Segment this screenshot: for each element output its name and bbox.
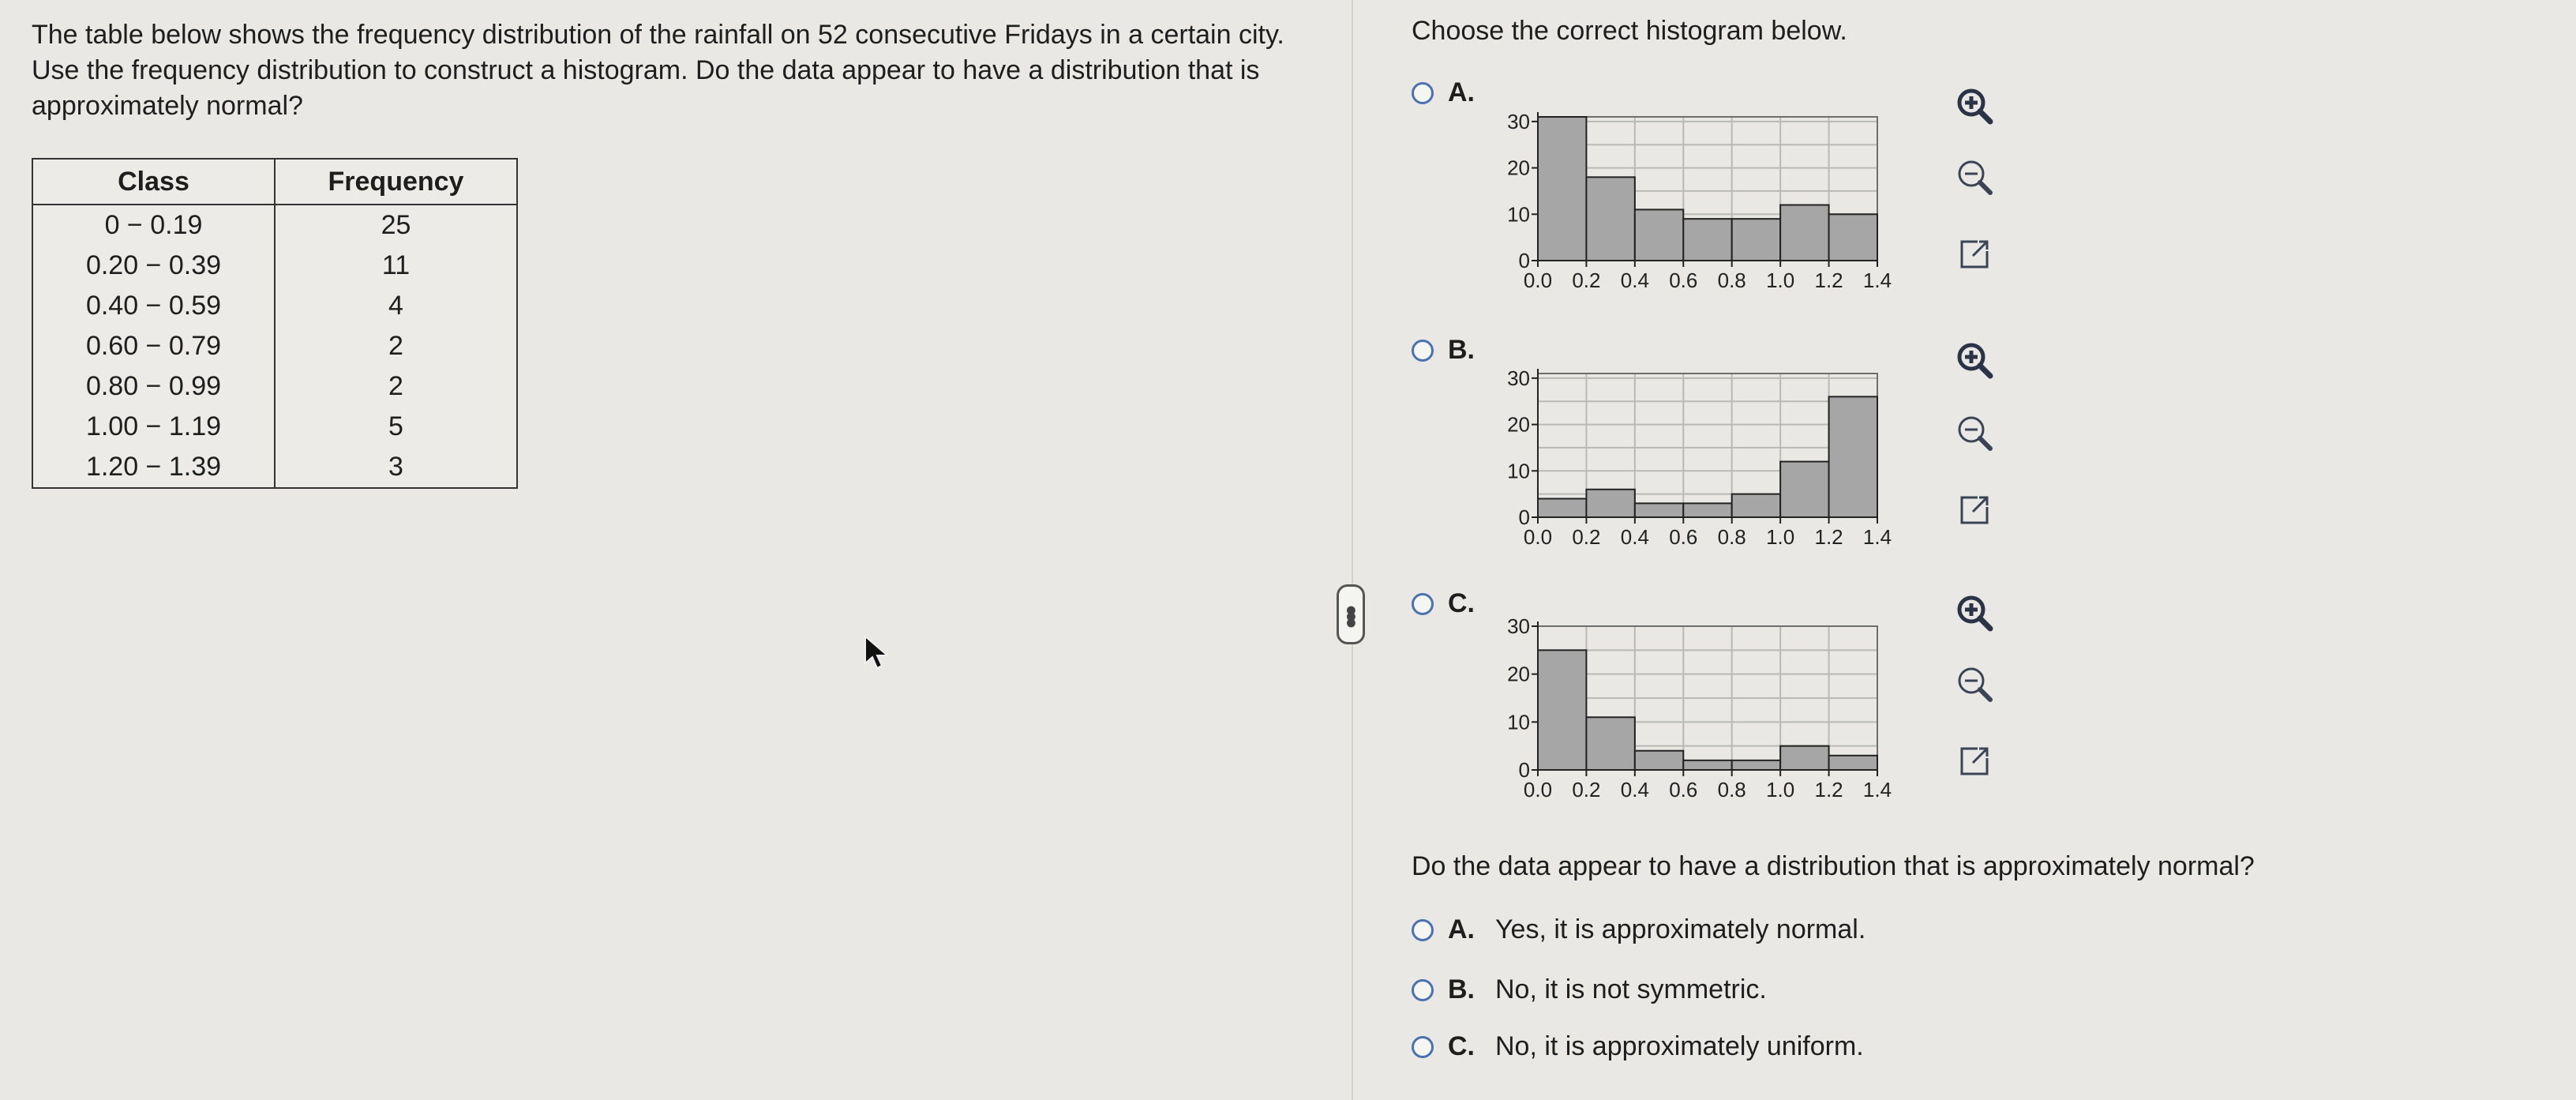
table-row (32, 286, 517, 326)
x-tick-label: 1.4 (1862, 268, 1892, 292)
zoom-in-icon[interactable] (1954, 340, 1995, 381)
x-tick-label: 1.0 (1766, 525, 1795, 549)
histogram-bar (1538, 499, 1586, 517)
external-link-icon[interactable] (1954, 234, 1995, 275)
histogram-question: Choose the correct histogram below. (1412, 16, 1847, 46)
radio-button[interactable] (1412, 979, 1434, 1001)
frequency-cell: 5 (275, 407, 517, 447)
option-b[interactable] (1412, 335, 1475, 366)
x-tick-label: 1.2 (1814, 525, 1843, 549)
y-tick-label: 30 (1507, 366, 1530, 390)
histogram-bar (1780, 205, 1828, 261)
histogram-bar (1538, 117, 1586, 261)
answer-a[interactable] (1412, 914, 1865, 945)
y-tick-label: 10 (1507, 710, 1530, 734)
option-letter: B. (1448, 335, 1475, 365)
external-link-icon[interactable] (1954, 490, 1995, 531)
histogram-bar (1829, 214, 1877, 261)
x-tick-label: 0.0 (1523, 525, 1553, 549)
histogram-bar (1538, 650, 1586, 770)
class-cell: 0.20 − 0.39 (32, 246, 275, 286)
option-c[interactable] (1412, 588, 1475, 619)
histogram-bar (1683, 760, 1731, 770)
answer-b[interactable] (1412, 974, 1767, 1005)
x-tick-label: 1.4 (1862, 778, 1892, 802)
table-header-row (32, 159, 517, 205)
pane-splitter-handle[interactable]: ••• (1337, 584, 1365, 644)
x-tick-label: 1.4 (1862, 525, 1892, 549)
class-header: Class (32, 159, 275, 205)
x-tick-label: 0.8 (1717, 525, 1746, 549)
x-tick-label: 0.0 (1523, 778, 1553, 802)
x-tick-label: 1.0 (1766, 268, 1795, 292)
x-tick-label: 0.6 (1669, 778, 1698, 802)
histogram-bar (1780, 462, 1828, 517)
y-tick-label: 30 (1507, 614, 1530, 638)
y-tick-label: 20 (1507, 156, 1530, 180)
radio-button[interactable] (1412, 340, 1434, 362)
option-letter: C. (1448, 588, 1475, 618)
answer-letter: B. (1448, 974, 1475, 1004)
option-a[interactable] (1412, 77, 1475, 108)
table-row (32, 447, 517, 488)
frequency-cell: 2 (275, 326, 517, 366)
class-cell: 0 − 0.19 (32, 205, 275, 246)
x-tick-label: 0.2 (1572, 525, 1601, 549)
normality-question: Do the data appear to have a distribution that is approximately normal? (1412, 851, 2255, 881)
answer-pane (1366, 0, 2576, 1100)
zoom-in-icon[interactable] (1954, 85, 1995, 126)
histogram-bar (1635, 503, 1683, 517)
table-row (32, 407, 517, 447)
radio-button[interactable] (1412, 919, 1434, 941)
histogram-bar (1829, 396, 1877, 517)
x-tick-label: 0.8 (1717, 268, 1746, 292)
zoom-out-icon[interactable] (1954, 663, 1995, 704)
histogram-bar (1732, 494, 1780, 517)
radio-button[interactable] (1412, 82, 1434, 104)
frequency-table (32, 158, 518, 489)
class-cell: 1.00 − 1.19 (32, 407, 275, 447)
y-tick-label: 30 (1507, 109, 1530, 133)
zoom-out-icon[interactable] (1954, 156, 1995, 197)
table-row (32, 366, 517, 407)
y-tick-label: 20 (1507, 662, 1530, 686)
question-prompt: The table below shows the frequency distribution of the rainfall on 52 consecutive Fridays in a certain city. Use the frequency distribution to construct a histogram. Do the data appear to have a distribution that is approximately normal? (32, 20, 1284, 121)
answer-text: No, it is not symmetric. (1495, 974, 1767, 1004)
x-tick-label: 0.6 (1669, 525, 1698, 549)
frequency-cell: 11 (275, 246, 517, 286)
histogram-b (1500, 359, 1892, 557)
y-tick-label: 0 (1518, 758, 1530, 782)
zoom-in-icon[interactable] (1954, 592, 1995, 633)
answer-c[interactable] (1412, 1031, 1864, 1062)
y-tick-label: 0 (1518, 505, 1530, 529)
x-tick-label: 0.2 (1572, 778, 1601, 802)
y-tick-label: 10 (1507, 459, 1530, 483)
frequency-cell: 25 (275, 205, 517, 246)
x-tick-label: 0.8 (1717, 778, 1746, 802)
x-tick-label: 0.4 (1620, 778, 1649, 802)
table-row (32, 205, 517, 246)
histogram-bar (1732, 760, 1780, 770)
x-tick-label: 0.0 (1523, 268, 1553, 292)
x-tick-label: 1.2 (1814, 778, 1843, 802)
x-tick-label: 0.2 (1572, 268, 1601, 292)
table-row (32, 246, 517, 286)
histogram-bar (1683, 219, 1731, 261)
answer-text: No, it is approximately uniform. (1495, 1031, 1864, 1061)
histogram-bar (1732, 219, 1780, 261)
histogram-bar (1586, 717, 1634, 770)
mouse-cursor-icon (864, 635, 891, 670)
histogram-bar (1829, 756, 1877, 770)
frequency-cell: 3 (275, 447, 517, 488)
histogram-bar (1635, 209, 1683, 261)
answer-letter: A. (1448, 914, 1475, 944)
frequency-cell: 2 (275, 366, 517, 407)
histogram-bar (1586, 177, 1634, 261)
x-tick-label: 0.6 (1669, 268, 1698, 292)
x-tick-label: 0.4 (1620, 268, 1649, 292)
radio-button[interactable] (1412, 1036, 1434, 1058)
answer-text: Yes, it is approximately normal. (1495, 914, 1866, 944)
frequency-header: Frequency (275, 159, 517, 205)
y-tick-label: 10 (1507, 202, 1530, 227)
class-cell: 0.40 − 0.59 (32, 286, 275, 326)
answer-letter: C. (1448, 1031, 1475, 1061)
histogram-bar (1586, 490, 1634, 517)
zoom-out-icon[interactable] (1954, 412, 1995, 453)
pane-divider (1352, 0, 1353, 1100)
histogram-bar (1683, 503, 1731, 517)
class-cell: 0.80 − 0.99 (32, 366, 275, 407)
option-letter: A. (1448, 77, 1475, 107)
table-row (32, 326, 517, 366)
histogram-bar (1635, 751, 1683, 770)
radio-button[interactable] (1412, 593, 1434, 615)
x-tick-label: 1.2 (1814, 268, 1843, 292)
y-tick-label: 20 (1507, 412, 1530, 437)
histogram-bar (1780, 746, 1828, 770)
x-tick-label: 1.0 (1766, 778, 1795, 802)
histogram-c (1500, 612, 1892, 809)
class-cell: 1.20 − 1.39 (32, 447, 275, 488)
histogram-a (1500, 103, 1892, 300)
x-tick-label: 0.4 (1620, 525, 1649, 549)
class-cell: 0.60 − 0.79 (32, 326, 275, 366)
external-link-icon[interactable] (1954, 741, 1995, 782)
y-tick-label: 0 (1518, 249, 1530, 272)
frequency-cell: 4 (275, 286, 517, 326)
